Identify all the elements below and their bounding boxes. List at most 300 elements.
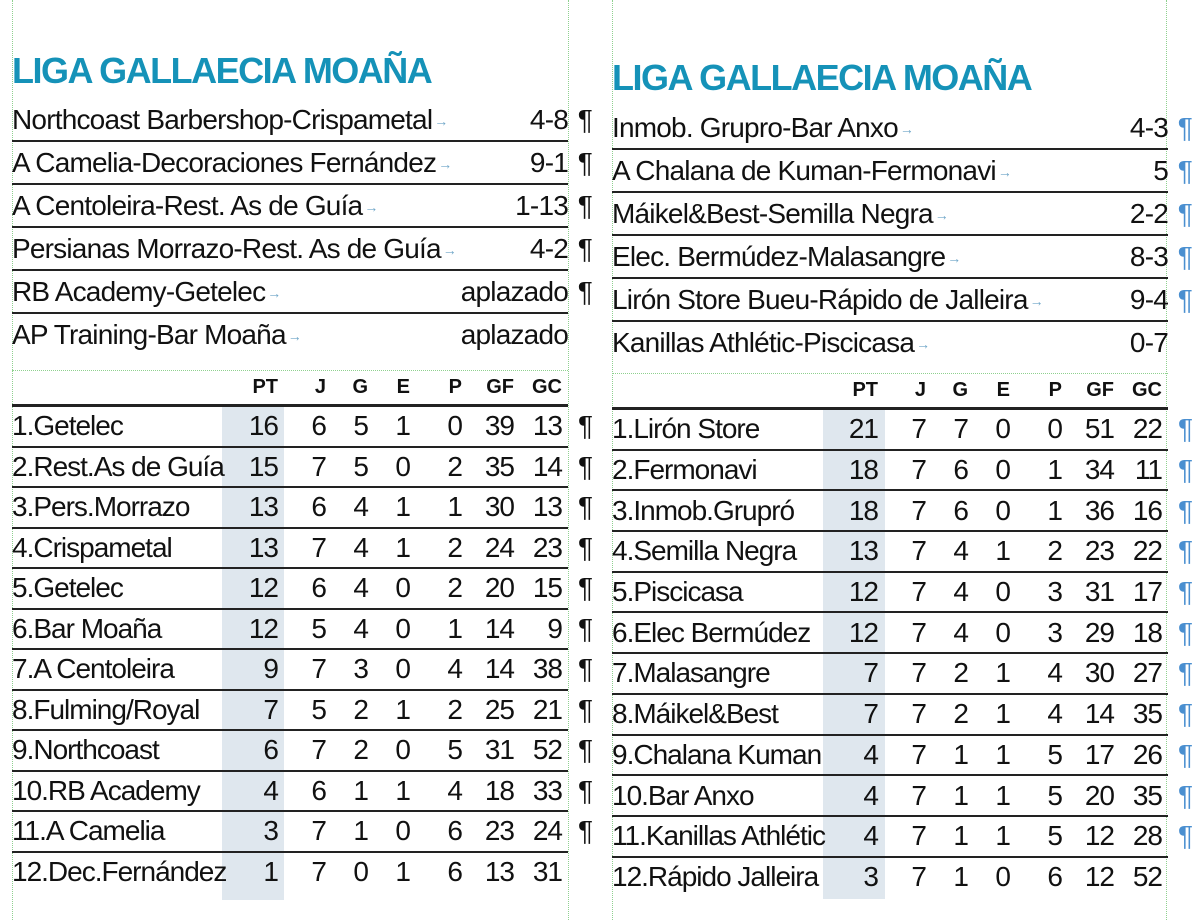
cell-team: 9.Chalana Kuman — [612, 738, 822, 770]
cell-e: 0 — [395, 572, 410, 604]
cell-j: 7 — [911, 576, 926, 608]
result-row — [12, 314, 568, 355]
cell-g: 4 — [953, 616, 968, 648]
pilcrow-icon: ¶ — [1177, 738, 1192, 770]
standings-row — [612, 410, 1192, 451]
cell-team: 10.Bar Anxo — [612, 779, 754, 811]
cell-p: 1 — [1047, 494, 1062, 526]
cell-p: 5 — [1047, 820, 1062, 852]
cell-g: 3 — [353, 653, 368, 685]
cell-team: 3.Inmob.Grupró — [612, 494, 795, 526]
cell-j: 5 — [311, 693, 326, 725]
standings-row — [612, 613, 1192, 654]
cell-e: 0 — [995, 454, 1010, 486]
cell-team: 3.Pers.Morrazo — [12, 491, 190, 523]
cell-p: 3 — [1047, 576, 1062, 608]
cell-pt: 12 — [848, 576, 878, 608]
column-header: PT — [852, 378, 878, 401]
standings-row — [12, 691, 592, 732]
standings-row — [612, 817, 1192, 858]
cell-p: 2 — [447, 450, 462, 482]
cell-gc: 14 — [532, 450, 562, 482]
tab-arrow-icon: → — [287, 328, 301, 345]
cell-j: 7 — [311, 855, 326, 887]
result-row — [612, 150, 1192, 193]
pilcrow-icon: ¶ — [1177, 779, 1192, 811]
pilcrow-icon: ¶ — [1177, 197, 1192, 229]
cell-gc: 18 — [1132, 616, 1162, 648]
cell-j: 6 — [311, 410, 326, 442]
cell-g: 2 — [953, 657, 968, 689]
cell-j: 7 — [311, 734, 326, 766]
pilcrow-icon: ¶ — [577, 410, 592, 442]
cell-gf: 51 — [1084, 413, 1114, 445]
cell-team: 9.Northcoast — [12, 734, 159, 766]
standings-table — [612, 373, 1192, 896]
cell-j: 6 — [311, 774, 326, 806]
pilcrow-icon: ¶ — [1177, 616, 1192, 648]
match-score: 4-2 — [529, 232, 568, 264]
cell-e: 1 — [995, 657, 1010, 689]
tab-arrow-icon: → — [267, 285, 281, 302]
standings-row — [12, 812, 592, 853]
cell-pt: 12 — [248, 612, 278, 644]
cell-p: 4 — [447, 774, 462, 806]
cell-pt: 12 — [848, 616, 878, 648]
match-label: RB Academy-Getelec — [12, 275, 266, 307]
cell-gf: 30 — [484, 491, 514, 523]
standings-row — [12, 772, 592, 813]
result-row — [612, 322, 1168, 363]
cell-j: 7 — [311, 653, 326, 685]
cell-gf: 18 — [484, 774, 514, 806]
cell-gc: 16 — [1132, 494, 1162, 526]
column-header: J — [914, 378, 926, 401]
match-label: A Camelia-Decoraciones Fernández — [12, 146, 437, 178]
cell-gf: 39 — [484, 410, 514, 442]
cell-p: 5 — [1047, 738, 1062, 770]
pilcrow-icon: ¶ — [577, 774, 592, 806]
cell-pt: 7 — [863, 657, 878, 689]
match-score: 4-3 — [1129, 111, 1168, 143]
cell-g: 2 — [353, 693, 368, 725]
match-score: aplazado — [460, 318, 568, 350]
pilcrow-icon: ¶ — [1177, 454, 1192, 486]
cell-team: 7.A Centoleira — [12, 653, 174, 685]
cell-j: 7 — [911, 860, 926, 892]
standings-row — [12, 650, 592, 691]
cell-p: 6 — [447, 815, 462, 847]
pilcrow-icon: ¶ — [577, 815, 592, 847]
cell-e: 1 — [995, 535, 1010, 567]
cell-team: 5.Getelec — [12, 572, 123, 604]
cell-j: 7 — [911, 616, 926, 648]
column-header: E — [996, 378, 1010, 401]
cell-pt: 13 — [248, 531, 278, 563]
cell-gf: 34 — [1084, 454, 1114, 486]
cell-team: 8.Máikel&Best — [612, 698, 778, 730]
cell-gf: 14 — [484, 653, 514, 685]
tab-arrow-icon: → — [442, 242, 456, 259]
league-title: LIGA GALLAECIA MOAÑA — [612, 57, 1032, 98]
cell-g: 6 — [953, 454, 968, 486]
cell-p: 0 — [447, 410, 462, 442]
standings-row — [12, 529, 592, 570]
cell-p: 6 — [447, 855, 462, 887]
cell-pt: 3 — [863, 860, 878, 892]
cell-gf: 20 — [484, 572, 514, 604]
cell-j: 7 — [911, 820, 926, 852]
standings-row — [12, 407, 592, 448]
cell-g: 4 — [353, 572, 368, 604]
cell-pt: 18 — [848, 454, 878, 486]
cell-g: 1 — [953, 738, 968, 770]
standings-row — [612, 776, 1192, 817]
standings-row — [612, 573, 1192, 614]
cell-p: 2 — [1047, 535, 1062, 567]
cell-j: 7 — [311, 531, 326, 563]
cell-gc: 33 — [532, 774, 562, 806]
cell-team: 2.Rest.As de Guía — [12, 450, 224, 482]
cell-p: 2 — [447, 531, 462, 563]
cell-gf: 30 — [1084, 657, 1114, 689]
league-title: LIGA GALLAECIA MOAÑA — [12, 50, 432, 91]
cell-j: 7 — [911, 413, 926, 445]
column-header: PT — [252, 375, 278, 398]
cell-gf: 24 — [484, 531, 514, 563]
standings-row — [612, 736, 1192, 777]
match-label: Persianas Morrazo-Rest. As de Guía — [12, 232, 441, 264]
results-list — [612, 107, 1192, 363]
column-header: E — [396, 375, 410, 398]
column-header: P — [1048, 378, 1062, 401]
cell-team: 7.Malasangre — [612, 657, 770, 689]
cell-p: 4 — [447, 653, 462, 685]
cell-gc: 13 — [532, 491, 562, 523]
pilcrow-icon: ¶ — [577, 734, 592, 766]
match-score: 9-4 — [1129, 283, 1168, 315]
cell-gc: 23 — [532, 531, 562, 563]
match-teams — [612, 327, 1130, 359]
cell-gc: 31 — [532, 855, 562, 887]
cell-g: 2 — [953, 698, 968, 730]
standings-row — [12, 569, 592, 610]
cell-team: 11.A Camelia — [12, 815, 165, 847]
pilcrow-icon: ¶ — [577, 103, 592, 135]
result-row — [12, 185, 592, 228]
match-label: A Chalana de Kuman-Fermonavi — [612, 154, 996, 186]
cell-pt: 7 — [863, 698, 878, 730]
match-teams — [12, 276, 461, 308]
cell-gc: 27 — [1132, 657, 1162, 689]
tab-arrow-icon: → — [364, 199, 378, 216]
cell-j: 7 — [911, 779, 926, 811]
cell-p: 4 — [1047, 698, 1062, 730]
cell-e: 1 — [395, 774, 410, 806]
cell-team: 6.Bar Moaña — [12, 612, 162, 644]
standings-row — [612, 532, 1192, 573]
match-teams — [12, 233, 530, 265]
cell-pt: 9 — [263, 653, 278, 685]
cell-g: 6 — [953, 494, 968, 526]
result-row — [12, 142, 592, 185]
cell-gc: 21 — [532, 693, 562, 725]
column-header: J — [314, 375, 326, 398]
cell-j: 6 — [311, 572, 326, 604]
cell-e: 0 — [395, 653, 410, 685]
cell-g: 4 — [953, 576, 968, 608]
cell-j: 7 — [911, 494, 926, 526]
cell-pt: 12 — [248, 572, 278, 604]
standings-row — [612, 654, 1192, 695]
cell-e: 0 — [395, 734, 410, 766]
pilcrow-icon: ¶ — [577, 653, 592, 685]
match-label: Inmob. Grupro-Bar Anxo — [612, 111, 898, 143]
match-score: 5 — [1153, 154, 1168, 186]
cell-g: 4 — [353, 531, 368, 563]
tab-arrow-icon: → — [438, 156, 452, 173]
cell-p: 1 — [447, 612, 462, 644]
tab-arrow-icon: → — [1029, 293, 1043, 310]
cell-e: 0 — [395, 815, 410, 847]
pilcrow-icon: ¶ — [577, 693, 592, 725]
pilcrow-icon: ¶ — [577, 612, 592, 644]
match-score: 0-7 — [1129, 326, 1168, 358]
cell-pt: 1 — [263, 855, 278, 887]
pilcrow-icon: ¶ — [577, 531, 592, 563]
tab-arrow-icon: → — [947, 250, 961, 267]
pilcrow-icon: ¶ — [1177, 413, 1192, 445]
cell-pt: 3 — [263, 815, 278, 847]
match-teams — [12, 147, 530, 179]
standings-row — [612, 451, 1192, 492]
pilcrow-icon: ¶ — [577, 491, 592, 523]
standings-row — [12, 610, 592, 651]
cell-p: 4 — [1047, 657, 1062, 689]
cell-g: 4 — [953, 535, 968, 567]
match-teams — [612, 112, 1130, 144]
cell-g: 1 — [353, 815, 368, 847]
result-row — [612, 107, 1192, 150]
column-header: GF — [486, 375, 514, 398]
cell-g: 5 — [353, 410, 368, 442]
cell-e: 0 — [395, 450, 410, 482]
cell-j: 7 — [911, 535, 926, 567]
cell-team: 1.Lirón Store — [612, 413, 760, 445]
match-label: Elec. Bermúdez-Malasangre — [612, 240, 946, 272]
cell-g: 5 — [353, 450, 368, 482]
cell-gf: 17 — [1084, 738, 1114, 770]
cell-team: 12.Rápido Jalleira — [612, 860, 819, 892]
cell-p: 2 — [447, 572, 462, 604]
cell-pt: 13 — [848, 535, 878, 567]
match-teams — [612, 284, 1130, 316]
standings-row — [612, 695, 1192, 736]
cell-pt: 21 — [848, 413, 878, 445]
column-header: G — [352, 375, 368, 398]
match-teams — [12, 319, 461, 351]
cell-j: 7 — [911, 698, 926, 730]
tab-arrow-icon: → — [916, 336, 930, 353]
cell-j: 5 — [311, 612, 326, 644]
cell-pt: 13 — [248, 491, 278, 523]
cell-p: 0 — [1047, 413, 1062, 445]
cell-team: 2.Fermonavi — [612, 454, 757, 486]
match-score: 9-1 — [529, 146, 568, 178]
cell-gf: 23 — [484, 815, 514, 847]
tab-arrow-icon: → — [997, 164, 1012, 181]
cell-gc: 35 — [1132, 698, 1162, 730]
cell-e: 1 — [395, 531, 410, 563]
result-row — [12, 99, 592, 142]
cell-g: 1 — [353, 774, 368, 806]
cell-gc: 28 — [1132, 820, 1162, 852]
pilcrow-icon: ¶ — [1177, 494, 1192, 526]
cell-gf: 12 — [1084, 860, 1114, 892]
result-row — [612, 236, 1192, 279]
cell-e: 1 — [995, 698, 1010, 730]
cell-e: 0 — [995, 494, 1010, 526]
pilcrow-icon: ¶ — [577, 450, 592, 482]
cell-gf: 14 — [1084, 698, 1114, 730]
match-teams — [612, 198, 1130, 230]
cell-gc: 22 — [1132, 413, 1162, 445]
result-row — [612, 279, 1192, 322]
cell-gf: 23 — [1084, 535, 1114, 567]
cell-g: 4 — [353, 612, 368, 644]
pilcrow-icon: ¶ — [577, 189, 592, 221]
cell-gc: 38 — [532, 653, 562, 685]
cell-gc: 17 — [1132, 576, 1162, 608]
pilcrow-icon: ¶ — [1177, 657, 1192, 689]
standings-row — [12, 731, 592, 772]
match-score: aplazado — [460, 275, 568, 307]
cell-gf: 31 — [1084, 576, 1114, 608]
cell-p: 2 — [447, 693, 462, 725]
cell-e: 0 — [395, 612, 410, 644]
cell-pt: 4 — [863, 820, 878, 852]
column-header: GF — [1086, 378, 1114, 401]
cell-gc: 9 — [547, 612, 562, 644]
column-header: GC — [1132, 378, 1162, 401]
match-score: 4-8 — [529, 103, 568, 135]
column-header: GC — [532, 375, 562, 398]
cell-p: 5 — [1047, 779, 1062, 811]
pilcrow-icon: ¶ — [577, 572, 592, 604]
cell-g: 7 — [953, 413, 968, 445]
cell-gc: 11 — [1134, 454, 1162, 486]
cell-g: 1 — [953, 820, 968, 852]
cell-gc: 52 — [1132, 860, 1162, 892]
cell-e: 1 — [395, 410, 410, 442]
tab-arrow-icon: → — [934, 207, 948, 224]
cell-team: 8.Fulming/Royal — [12, 693, 200, 725]
cell-gf: 29 — [1084, 616, 1114, 648]
cell-team: 5.Piscicasa — [612, 576, 743, 608]
cell-p: 6 — [1047, 860, 1062, 892]
cell-gc: 26 — [1132, 738, 1162, 770]
result-row — [12, 271, 592, 314]
cell-g: 1 — [953, 860, 968, 892]
cell-j: 7 — [911, 738, 926, 770]
cell-e: 0 — [995, 616, 1010, 648]
cell-j: 6 — [311, 491, 326, 523]
match-teams — [612, 241, 1130, 273]
cell-pt: 16 — [248, 410, 278, 442]
result-row — [612, 193, 1192, 236]
standings-row — [612, 491, 1192, 532]
cell-g: 1 — [953, 779, 968, 811]
cell-gc: 15 — [532, 572, 562, 604]
column-header: G — [952, 378, 968, 401]
cell-gf: 36 — [1084, 494, 1114, 526]
cell-e: 1 — [395, 491, 410, 523]
standings-table — [12, 370, 592, 891]
cell-gc: 22 — [1132, 535, 1162, 567]
tab-arrow-icon: → — [434, 113, 448, 130]
cell-gc: 24 — [532, 815, 562, 847]
frame-guide-left-end — [568, 0, 569, 920]
cell-team: 1.Getelec — [12, 410, 123, 442]
cell-gf: 13 — [484, 855, 514, 887]
pilcrow-icon: ¶ — [1177, 535, 1192, 567]
tab-arrow-icon: → — [899, 121, 914, 138]
cell-g: 0 — [353, 855, 368, 887]
match-label: Northcoast Barbershop-Crispametal — [12, 103, 433, 135]
standings-row — [12, 488, 592, 529]
cell-e: 0 — [995, 860, 1010, 892]
cell-team: 4.Semilla Negra — [612, 535, 797, 567]
results-list — [12, 99, 592, 355]
pilcrow-icon: ¶ — [1177, 240, 1192, 272]
standings-header — [12, 370, 568, 407]
match-teams — [612, 155, 1153, 187]
match-label: Kanillas Athlétic-Piscicasa — [612, 326, 915, 358]
pilcrow-icon: ¶ — [1177, 283, 1192, 315]
match-label: A Centoleira-Rest. As de Guía — [12, 189, 363, 221]
match-label: Lirón Store Bueu-Rápido de Jalleira — [612, 283, 1028, 315]
standings-row — [612, 858, 1168, 897]
cell-g: 2 — [353, 734, 368, 766]
cell-gf: 25 — [484, 693, 514, 725]
cell-p: 1 — [447, 491, 462, 523]
cell-pt: 15 — [248, 450, 278, 482]
pilcrow-icon: ¶ — [1177, 698, 1192, 730]
result-row — [12, 228, 592, 271]
pilcrow-icon: ¶ — [577, 275, 592, 307]
cell-j: 7 — [311, 815, 326, 847]
cell-e: 0 — [995, 413, 1010, 445]
match-label: Máikel&Best-Semilla Negra — [612, 197, 933, 229]
pilcrow-icon: ¶ — [1177, 154, 1192, 186]
cell-gf: 12 — [1084, 820, 1114, 852]
cell-team: 12.Dec.Fernández — [12, 855, 227, 887]
cell-e: 1 — [995, 738, 1010, 770]
cell-e: 1 — [395, 855, 410, 887]
cell-pt: 7 — [263, 693, 278, 725]
cell-gc: 13 — [532, 410, 562, 442]
column-header: P — [448, 375, 462, 398]
standings-row — [12, 448, 592, 489]
cell-gf: 20 — [1084, 779, 1114, 811]
cell-pt: 4 — [263, 774, 278, 806]
pilcrow-icon: ¶ — [1177, 111, 1192, 143]
pilcrow-icon: ¶ — [577, 146, 592, 178]
cell-p: 1 — [1047, 454, 1062, 486]
match-score: 8-3 — [1129, 240, 1168, 272]
cell-gc: 52 — [532, 734, 562, 766]
pilcrow-icon: ¶ — [1177, 576, 1192, 608]
